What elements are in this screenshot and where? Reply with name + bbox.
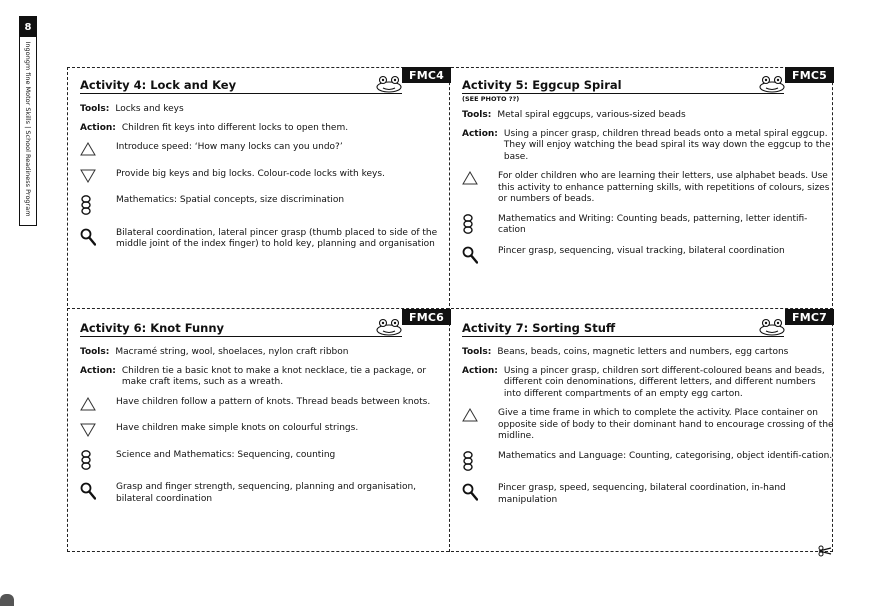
activity-item <box>80 482 452 505</box>
action-row <box>462 129 834 164</box>
frog-icon <box>374 74 404 94</box>
activity-title: Activity 4: Lock and Key <box>80 78 402 94</box>
magnifier-icon <box>80 482 116 505</box>
sidebar-title: Ingongm fine Motor Skills | School Readiness Program <box>24 41 32 217</box>
card-code-badge: FMC7 <box>785 309 834 325</box>
activity-item-text: Grasp and finger strength, sequencing, planning and organisation, bilateral coordination <box>116 482 417 504</box>
activity-card-fmc4 <box>80 78 452 251</box>
frog-icon <box>374 317 404 337</box>
action-row <box>462 366 834 401</box>
activity-item-text: Introduce speed: ‘How many locks can you undo?’ <box>116 142 343 152</box>
frog-icon <box>757 317 787 337</box>
action-label: Action: <box>80 365 116 376</box>
activity-item <box>80 169 452 188</box>
activity-card-fmc6 <box>80 321 452 505</box>
activity-title: Activity 5: Eggcup Spiral <box>462 78 784 94</box>
activity-item <box>462 483 834 506</box>
action-row <box>80 123 452 135</box>
page-edge-mark <box>0 594 14 606</box>
tools-row <box>462 347 834 359</box>
activity-item <box>80 397 452 416</box>
activity-item <box>80 195 452 220</box>
activity-item-text: Mathematics and Language: Counting, categorising, object identifi-cation. <box>498 450 833 461</box>
action-label: Action: <box>462 365 498 376</box>
frog-icon <box>757 74 787 94</box>
tools-label: Tools: <box>80 104 110 114</box>
activity-item-text: Mathematics: Spatial concepts, size discrimination <box>116 195 345 205</box>
triangle-up-icon <box>80 397 116 416</box>
tools-row <box>462 110 834 122</box>
activity-item-text: Bilateral coordination, lateral pincer grasp (thumb placed to side of the middle joint of the index finger) to hold key, planning and organisation <box>116 227 438 249</box>
magnifier-icon <box>462 483 498 506</box>
tools-row <box>80 104 452 116</box>
action-label: Action: <box>462 128 498 139</box>
magnifier-icon <box>462 246 498 269</box>
activity-item-text: Mathematics and Writing: Counting beads, patterning, letter identifi-cation <box>498 213 808 235</box>
action-row <box>80 366 452 389</box>
triangle-down-icon <box>80 169 116 188</box>
photo-note: (SEE PHOTO ??) <box>462 95 520 103</box>
tools-text: Metal spiral eggcups, various-sized beads <box>497 110 686 120</box>
activity-item-text: Give a time frame in which to complete the activity. Place container on opposite side of body to their dominant hand to encourage crossing of the midline. <box>498 408 834 441</box>
tools-text: Beans, beads, coins, magnetic letters and numbers, egg cartons <box>497 347 789 357</box>
triangle-up-icon <box>462 171 498 206</box>
activity-item <box>80 450 452 475</box>
tools-text: Locks and keys <box>115 104 184 114</box>
links-icon <box>80 195 116 220</box>
card-code-badge: FMC6 <box>402 309 451 325</box>
magnifier-icon <box>80 228 116 251</box>
action-text: Children tie a basic knot to make a knot necklace, tie a package, or make craft items, such as a wreath. <box>121 365 427 387</box>
activity-title: Activity 6: Knot Funny <box>80 321 402 337</box>
activity-item <box>462 214 834 239</box>
triangle-up-icon <box>80 142 116 161</box>
triangle-down-icon <box>80 423 116 442</box>
tools-label: Tools: <box>462 347 492 357</box>
activity-item <box>462 451 834 476</box>
activity-item-text: Pincer grasp, sequencing, visual tracking, bilateral coordination <box>498 246 785 256</box>
tools-label: Tools: <box>80 347 110 357</box>
tools-row <box>80 347 452 359</box>
page-number: 8 <box>20 17 36 37</box>
activity-item-text: Have children follow a pattern of knots. Thread beads between knots. <box>116 396 431 407</box>
scissors-icon <box>818 545 832 557</box>
tools-label: Tools: <box>462 110 492 120</box>
tools-text: Macramé string, wool, shoelaces, nylon craft ribbon <box>115 347 349 357</box>
activity-title: Activity 7: Sorting Stuff <box>462 321 784 337</box>
activity-item-text: Have children make simple knots on colourful strings. <box>116 423 359 433</box>
activity-card-fmc5 <box>462 78 834 269</box>
activity-item <box>80 228 452 251</box>
action-text: Using a pincer grasp, children sort different-coloured beans and beads, different coin denominations, different letters, and different numbers into different compartments of an empty egg carton. <box>503 365 825 399</box>
action-text: Using a pincer grasp, children thread beads onto a metal spiral eggcup. They will enjoy watching the bead spiral its way down the eggcup to the base. <box>503 128 831 162</box>
activity-item <box>80 142 452 161</box>
activity-item <box>80 423 452 442</box>
activity-item <box>462 408 834 443</box>
card-code-badge: FMC5 <box>785 67 834 83</box>
activity-item-text: Pincer grasp, speed, sequencing, bilateral coordination, in-hand manipulation <box>498 483 786 505</box>
action-text: Children fit keys into different locks to open them. <box>121 122 349 133</box>
links-icon <box>462 451 498 476</box>
activity-item-text: Provide big keys and big locks. Colour-code locks with keys. <box>116 168 385 179</box>
sidebar-tab <box>19 16 37 226</box>
activity-item <box>462 171 834 206</box>
action-label: Action: <box>80 122 116 133</box>
card-code-badge: FMC4 <box>402 67 451 83</box>
activity-item-text: For older children who are learning their letters, use alphabet beads. Use this activity to enhance patterning skills, with repetitions of colours, sizes or numbers of beads. <box>498 171 830 204</box>
links-icon <box>80 450 116 475</box>
activity-item-text: Science and Mathematics: Sequencing, counting <box>116 449 336 460</box>
activity-item <box>462 246 834 269</box>
activity-card-fmc7 <box>462 321 834 506</box>
links-icon <box>462 214 498 239</box>
triangle-up-icon <box>462 408 498 443</box>
